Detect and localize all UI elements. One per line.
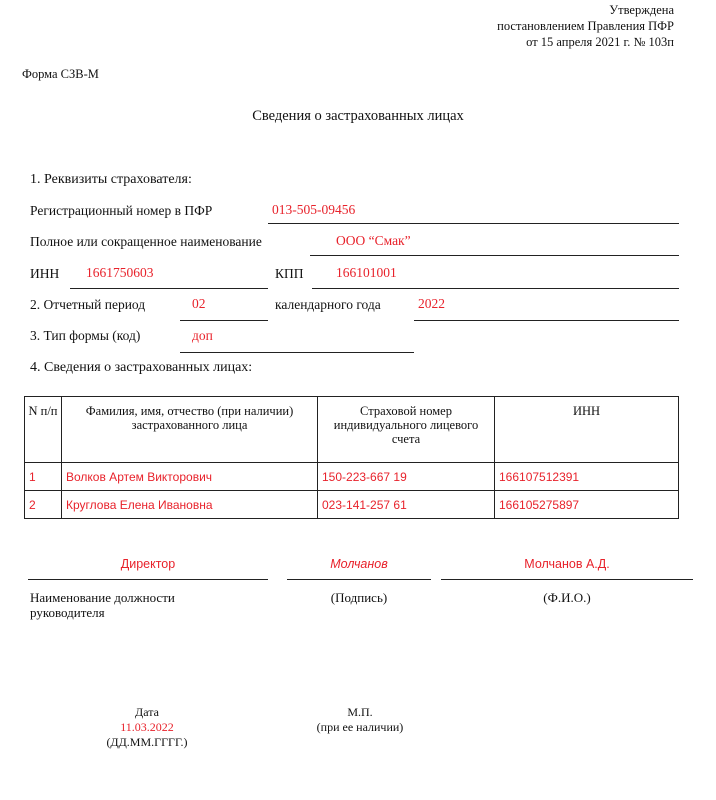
period-value: 02: [192, 296, 206, 311]
table-row: [25, 463, 679, 491]
approval-line-3: от 15 апреля 2021 г. № 103п: [526, 35, 674, 49]
page-title: Сведения о застрахованных лицах: [252, 108, 464, 124]
row-num: 2: [25, 491, 62, 519]
period-underline: [180, 320, 268, 321]
signature-caption: (Подпись): [330, 590, 388, 605]
fio-underline: [441, 579, 693, 580]
signature-underline: [287, 579, 431, 580]
form-type-underline: [180, 352, 414, 353]
date-value: 11.03.2022: [120, 720, 174, 734]
row-inn: 166105275897: [495, 491, 679, 519]
form-code: Форма СЗВ-М: [22, 67, 99, 81]
stamp-note: (при ее наличии): [316, 720, 404, 734]
table-header-row: [25, 397, 679, 463]
kpp-underline: [312, 288, 679, 289]
row-snils: 023-141-257 61: [318, 491, 495, 519]
date-label: Дата: [135, 705, 159, 719]
position-value: Директор: [120, 557, 176, 571]
period-label: 2. Отчетный период: [30, 297, 146, 312]
header-inn: ИНН: [495, 397, 679, 463]
year-underline: [414, 320, 679, 321]
year-label: календарного года: [275, 297, 381, 312]
approval-line-1: Утверждена: [609, 3, 674, 17]
fio-value: Молчанов А.Д.: [524, 557, 610, 571]
row-inn: 166107512391: [495, 463, 679, 491]
header-fio: Фамилия, имя, отчество (при наличии) застрахованного лица: [62, 397, 318, 463]
reg-number-label: Регистрационный номер в ПФР: [30, 203, 213, 218]
reg-number-value: 013-505-09456: [272, 202, 356, 217]
section4-heading: 4. Сведения о застрахованных лицах:: [30, 360, 253, 375]
row-num: 1: [25, 463, 62, 491]
kpp-value: 166101001: [336, 265, 397, 280]
position-caption: Наименование должности руководителя: [30, 590, 175, 620]
inn-label: ИНН: [30, 266, 60, 281]
table-row: [25, 491, 679, 519]
company-name-label: Полное или сокращенное наименование: [30, 234, 262, 249]
date-format: (ДД.ММ.ГГГГ.): [106, 735, 188, 749]
header-snils: Страховой номер индивидуального лицевого счета: [318, 397, 495, 463]
fio-caption: (Ф.И.О.): [543, 590, 591, 605]
section1-heading: 1. Реквизиты страхователя:: [30, 172, 192, 187]
form-type-label: 3. Тип формы (код): [30, 328, 141, 343]
row-fio: Волков Артем Викторович: [62, 463, 318, 491]
row-snils: 150-223-667 19: [318, 463, 495, 491]
form-type-value: доп: [192, 328, 213, 343]
stamp-label: М.П.: [347, 705, 373, 719]
reg-number-underline: [268, 223, 679, 224]
row-fio: Круглова Елена Ивановна: [62, 491, 318, 519]
approval-block: [497, 2, 674, 50]
header-num: N п/п: [25, 397, 62, 463]
inn-underline: [70, 288, 268, 289]
signature-value: Молчанов: [330, 557, 388, 571]
inn-value: 1661750603: [86, 265, 154, 280]
position-underline: [28, 579, 268, 580]
kpp-label: КПП: [275, 266, 304, 281]
company-name-underline: [310, 255, 679, 256]
company-name-value: ООО “Смак”: [336, 233, 411, 248]
year-value: 2022: [418, 296, 445, 311]
approval-line-2: постановлением Правления ПФР: [497, 19, 674, 33]
insured-persons-table: [24, 396, 679, 519]
